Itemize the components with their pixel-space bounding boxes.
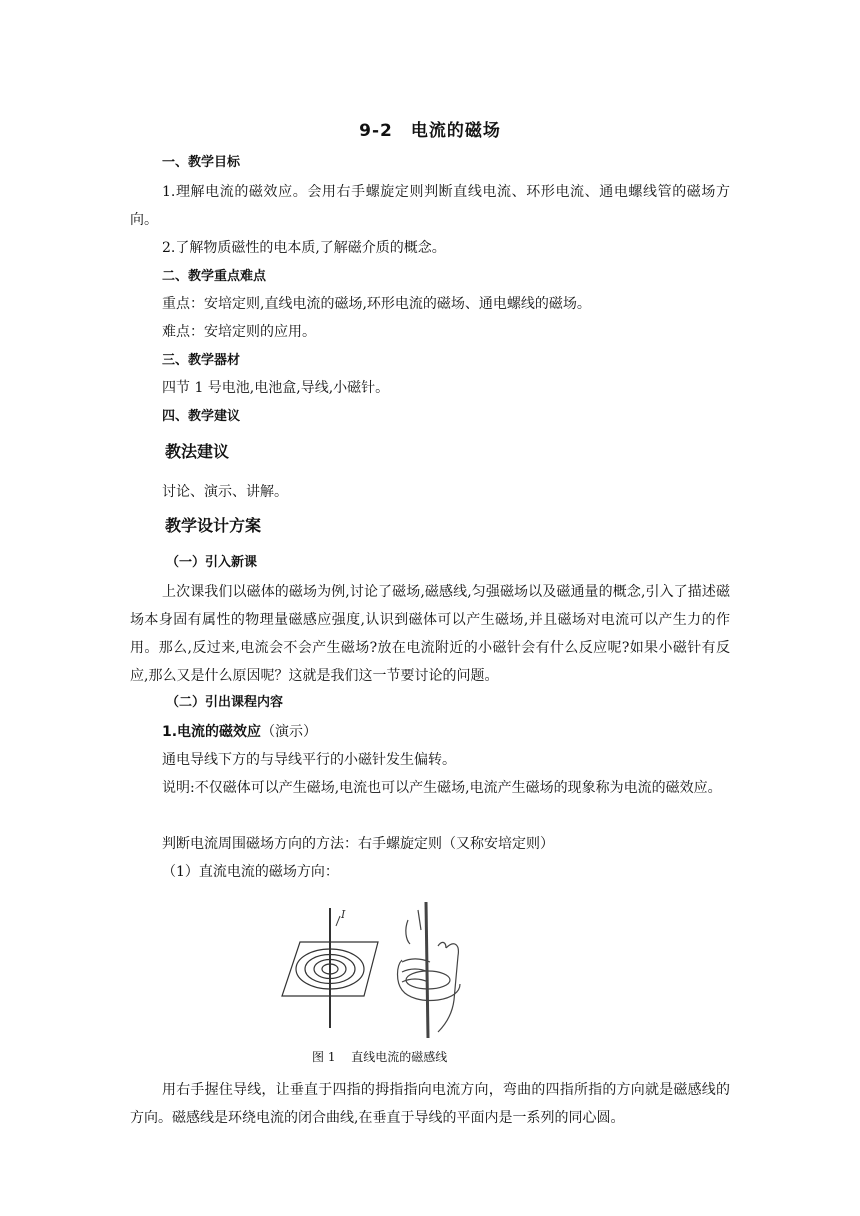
rule-paragraph: 用右手握住导线，让垂直于四指的拇指指向电流方向，弯曲的四指所指的方向就是磁感线的方向。磁感线是环绕电流的闭合曲线,在垂直于导线的平面内是一系列的同心圆。 [130, 1082, 730, 1126]
goal-2: 2.了解物质磁性的电本质,了解磁介质的概念。 [162, 240, 446, 256]
current-label: I [341, 908, 346, 921]
design-heading: 教学设计方案 [165, 516, 262, 535]
wire-line-2 [426, 902, 428, 1038]
section-heading-goals: 一、教学目标 [162, 155, 241, 170]
intro-paragraph: 上次课我们以磁体的磁场为例,讨论了磁场,磁感线,匀强磁场以及磁通量的概念,引入了描述磁场本身固有属性的物理量磁感应强度,认识到磁体可以产生磁场,并且磁场对电流可以产生力的作用。那么,反过来,电流会不会产生磁场?放在电流附近的小磁针会有什么反应呢?如果小磁针有反应,那么又是什么原因呢？这就是我们这一节要讨论的问题。 [130, 584, 730, 684]
item-1-title: 1.电流的磁效应 [162, 724, 262, 740]
section-heading-equipment: 三、教学器材 [162, 353, 241, 368]
explain-text: 说明:不仅磁体可以产生磁场,电流也可以产生磁场,电流产生磁场的现象称为电流的磁效应。 [162, 780, 722, 796]
section-heading-suggestions: 四、教学建议 [162, 409, 241, 424]
goal-1: 1.理解电流的磁效应。会用右手螺旋定则判断直线电流、环形电流、通电螺线管的磁场方向。 [130, 184, 730, 228]
figure-caption: 图 1 直线电流的磁感线 [312, 1050, 448, 1064]
figure-straight-current-field [278, 900, 478, 1040]
subsection-1: （1）直流电流的磁场方向： [162, 864, 339, 880]
judge-text: 判断电流周围磁场方向的方法：右手螺旋定则（又称安培定则） [162, 836, 554, 852]
equipment-list: 四节 1 号电池,电池盒,导线,小磁针。 [162, 380, 390, 396]
part-2-heading: （二）引出课程内容 [166, 695, 284, 710]
part-1-heading: （一）引入新课 [166, 555, 258, 570]
method-text: 讨论、演示、讲解。 [162, 484, 288, 500]
demo-text: 通电导线下方的与导线平行的小磁针发生偏转。 [162, 752, 456, 768]
right-hand-diagram [398, 902, 461, 1038]
section-heading-key-points: 二、教学重点难点 [162, 269, 267, 284]
key-point: 重点：安培定则,直线电流的磁场,环形电流的磁场、通电螺线的磁场。 [162, 296, 591, 312]
item-1 [130, 718, 730, 746]
item-1-note: （演示） [261, 724, 318, 740]
difficult-point: 难点：安培定则的应用。 [162, 324, 316, 340]
page-title: 9-2 电流的磁场 [359, 121, 501, 141]
method-heading: 教法建议 [165, 442, 230, 461]
field-lines-diagram [282, 908, 378, 1028]
